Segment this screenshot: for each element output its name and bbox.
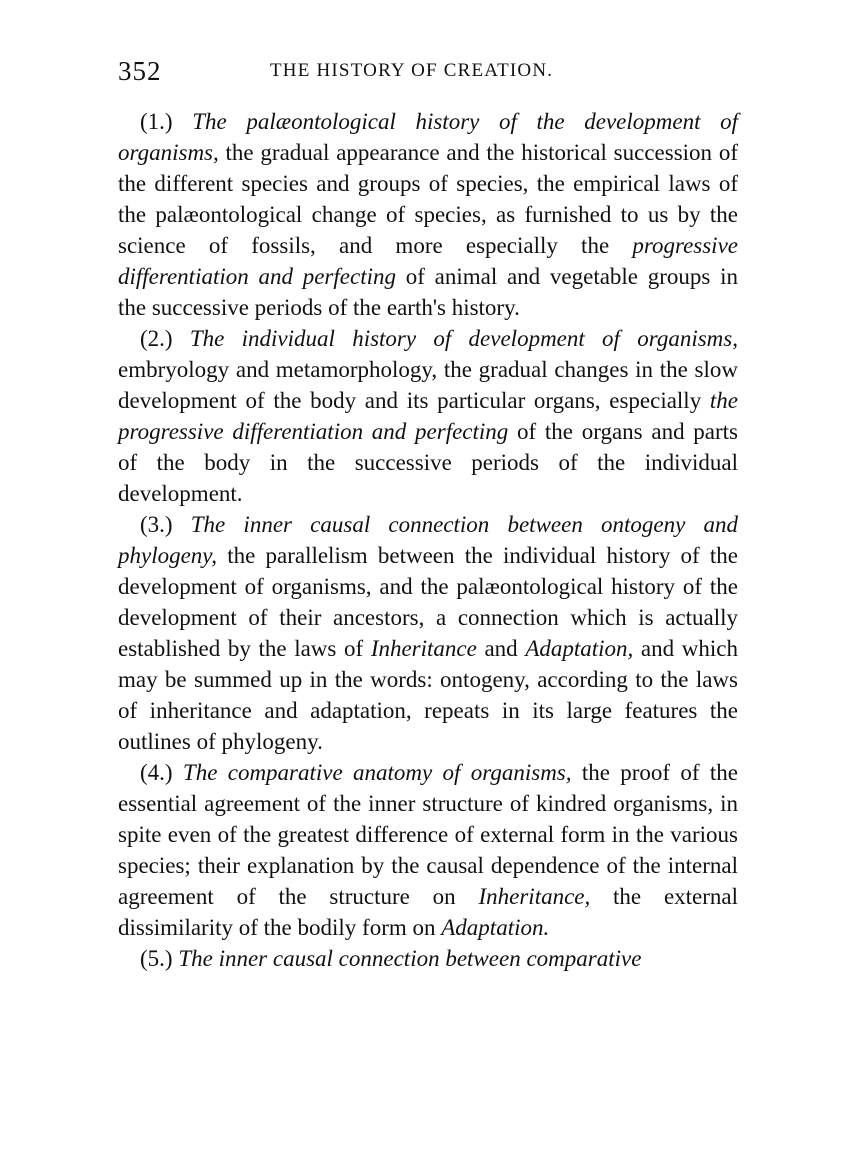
italic-run: The inner causal connection between comparative — [178, 946, 642, 971]
body-text — [118, 106, 738, 974]
paragraph-2 — [118, 323, 738, 509]
text-run: of animal and vegetable groups in the successive periods of the earth's history. — [118, 264, 738, 320]
italic-run: The individual history of development of organisms, — [189, 326, 738, 351]
italic-run: Adaptation, — [525, 636, 634, 661]
text-run: (3.) — [140, 512, 191, 537]
italic-run: progressive differentiation and perfecting — [118, 233, 738, 289]
italic-run: The comparative anatomy of organisms, — [182, 760, 572, 785]
running-head — [118, 56, 738, 92]
text-run: of the organs and parts of the body in the successive periods of the individual development. — [118, 419, 739, 506]
italic-run: The inner causal connection between ontogeny and phylogeny, — [118, 512, 738, 568]
book-page — [118, 56, 738, 974]
text-run: the parallelism between the individual history of the development of organisms, and the palæontological history of the development of their ancestors, a connection which is actually established by the laws of — [118, 543, 738, 661]
italic-run: Inheritance, — [478, 884, 591, 909]
text-run: (1.) — [140, 109, 193, 134]
italic-run: the progressive differentiation and perfecting — [118, 388, 738, 444]
text-run: (2.) — [140, 326, 190, 351]
italic-run: The palæontological history of the development of organisms, — [118, 109, 738, 165]
italic-run: Inheritance — [370, 636, 477, 661]
paragraph-4 — [118, 757, 738, 943]
paragraph-5 — [118, 943, 738, 974]
text-run: (5.) — [140, 946, 179, 971]
paragraph-1 — [118, 106, 738, 323]
text-run: the gradual appearance and the historical succession of the different species and groups of species, the empirical laws of the palæontological change of species, as furnished to us by the science of fossils, and more especially the — [118, 140, 738, 258]
page-number: 352 — [118, 56, 162, 86]
text-run: embryology and metamorphology, the gradual changes in the slow development of the body and its particular organs, especially — [118, 357, 738, 413]
text-run: and which may be summed up in the words: ontogeny, according to the laws of inheritance and adaptation, repeats in its large features the outlines of phylogeny. — [118, 636, 738, 754]
text-run: the external dissimilarity of the bodily form on — [118, 884, 739, 940]
paragraph-3 — [118, 509, 738, 757]
text-run: and — [476, 636, 526, 661]
italic-run: Adaptation. — [441, 915, 550, 940]
running-title: THE HISTORY OF CREATION. — [270, 60, 554, 81]
text-run: (4.) — [140, 760, 183, 785]
text-run: the proof of the essential agreement of the inner structure of kindred organisms, in spite even of the greatest difference of external form in the various species; their explanation by the causal dependence of the internal agreement of the structure on — [118, 760, 738, 909]
